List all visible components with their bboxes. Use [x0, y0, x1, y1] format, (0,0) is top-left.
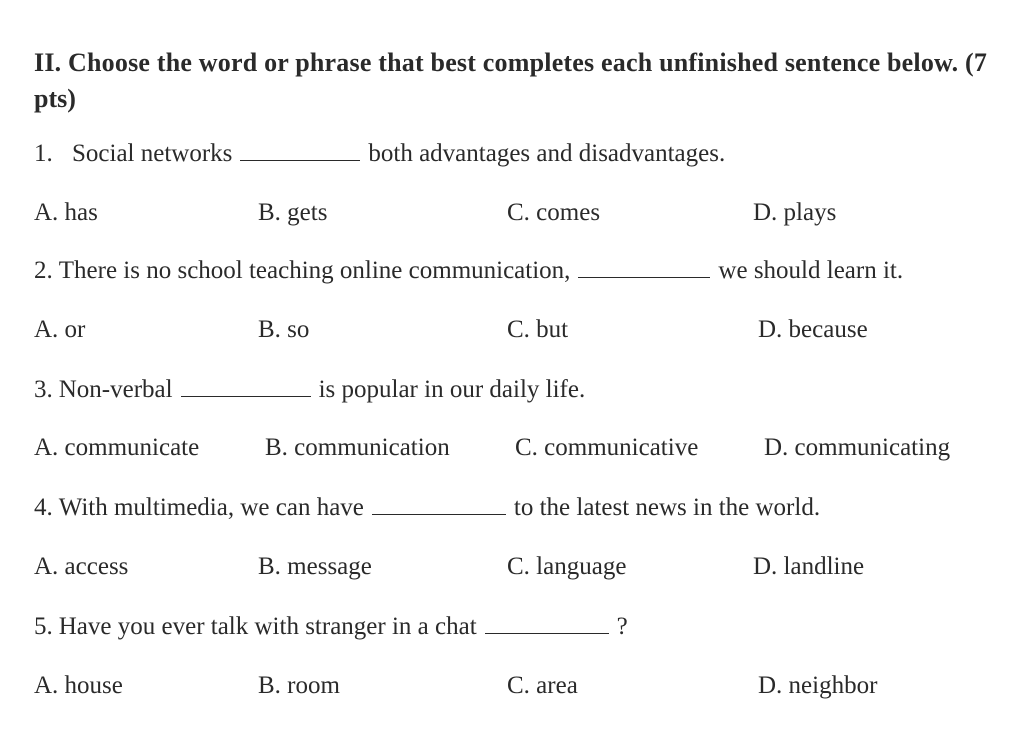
option-d: D. plays	[753, 199, 837, 226]
answer-blank	[578, 255, 710, 278]
question-number: 1.	[34, 140, 53, 167]
question-text-after: ?	[616, 613, 628, 640]
answer-blank	[372, 492, 506, 515]
option-a: A. or	[34, 316, 86, 343]
question-number: 4.	[34, 494, 53, 521]
option-d: D. neighbor	[758, 672, 878, 699]
option-b: B. gets	[258, 199, 328, 226]
option-c: C. communicative	[515, 434, 699, 461]
question-2	[34, 255, 903, 287]
option-d: D. landline	[753, 553, 865, 580]
question-5	[34, 611, 628, 643]
question-text-after: is popular in our daily life.	[318, 376, 586, 403]
question-text-after: we should learn it.	[718, 257, 904, 284]
option-a: A. communicate	[34, 434, 200, 461]
question-text-after: both advantages and disadvantages.	[368, 140, 726, 167]
question-text-before: With multimedia, we can have	[58, 494, 364, 521]
question-text-before: Social networks	[72, 140, 233, 167]
question-1	[34, 138, 725, 170]
option-a: A. access	[34, 553, 129, 580]
option-b: B. message	[258, 553, 372, 580]
option-c: C. comes	[507, 199, 601, 226]
option-b: B. communication	[265, 434, 450, 461]
option-d: D. communicating	[764, 434, 951, 461]
section-heading-continuation: pts)	[34, 84, 76, 113]
option-a: A. house	[34, 672, 123, 699]
question-text-before: There is no school teaching online communication,	[58, 257, 571, 284]
answer-blank	[485, 611, 609, 634]
section-heading: II. Choose the word or phrase that best completes each unfinished sentence below. (7	[34, 48, 988, 77]
option-b: B. room	[258, 672, 340, 699]
question-number: 3.	[34, 376, 53, 403]
option-d: D. because	[758, 316, 868, 343]
option-b: B. so	[258, 316, 310, 343]
option-c: C. language	[507, 553, 627, 580]
question-4	[34, 492, 820, 524]
answer-blank	[240, 138, 360, 161]
answer-blank	[181, 374, 311, 397]
option-a: A. has	[34, 199, 98, 226]
option-c: C. but	[507, 316, 569, 343]
question-number: 5.	[34, 613, 53, 640]
question-text-after: to the latest news in the world.	[513, 494, 821, 521]
question-number: 2.	[34, 257, 53, 284]
question-text-before: Non-verbal	[58, 376, 173, 403]
question-3	[34, 374, 585, 406]
option-c: C. area	[507, 672, 578, 699]
question-text-before: Have you ever talk with stranger in a chat	[58, 613, 477, 640]
